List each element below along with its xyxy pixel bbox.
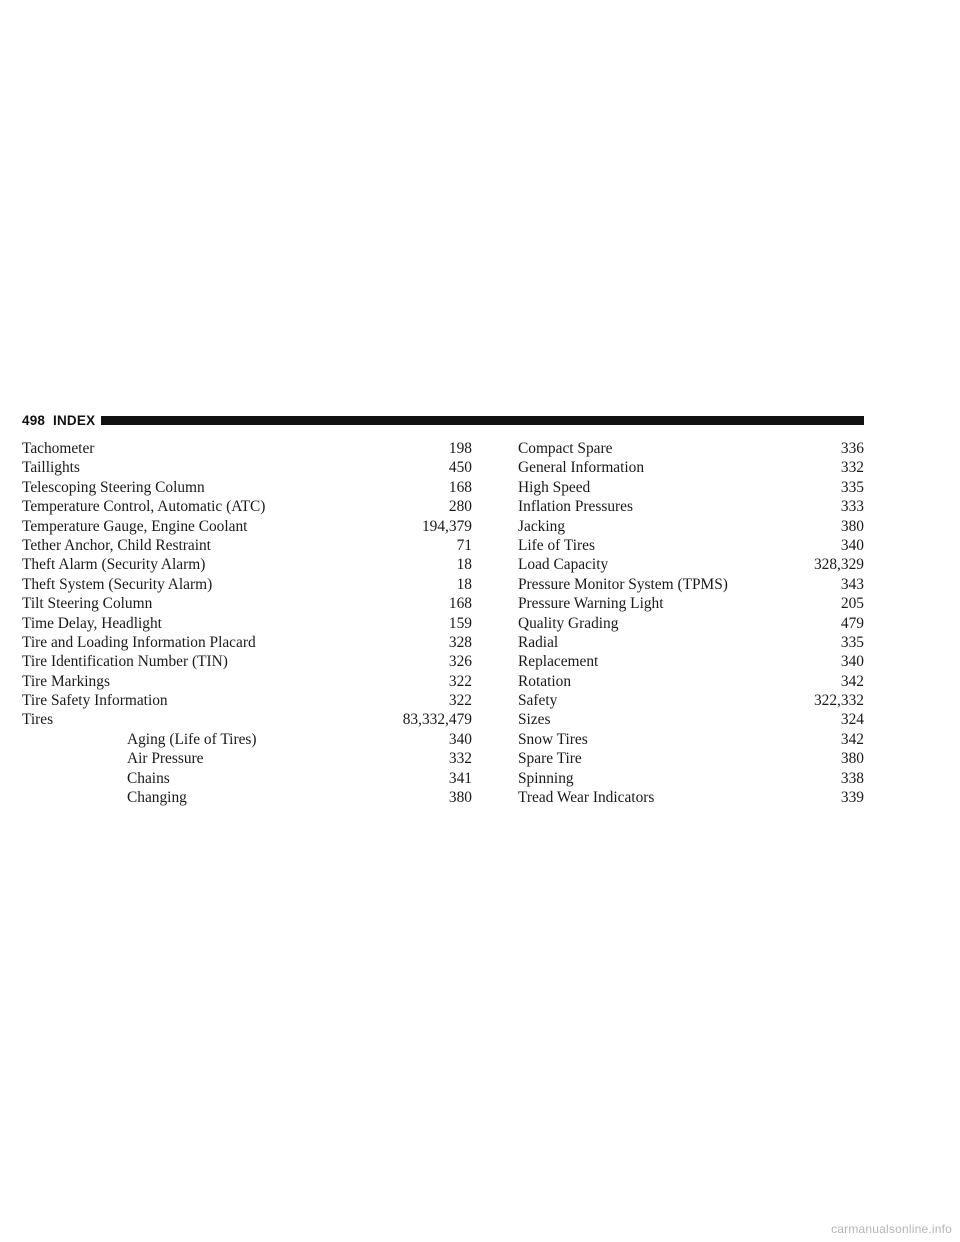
- index-page-ref: 322,332: [813, 692, 864, 710]
- index-column-left: [22, 439, 472, 807]
- index-page-ref: 341: [448, 769, 472, 787]
- index-term: High Speed: [518, 478, 591, 496]
- index-term: Snow Tires: [518, 730, 588, 748]
- index-entry: [22, 536, 472, 555]
- index-term: Pressure Monitor System (TPMS): [518, 575, 728, 593]
- index-entry: [518, 633, 864, 652]
- index-entry: [22, 710, 472, 729]
- index-entry: [22, 458, 472, 477]
- index-term: Tire Markings: [22, 672, 110, 690]
- index-page-ref: 324: [840, 711, 864, 729]
- index-entry: [22, 633, 472, 652]
- index-entry: [518, 769, 864, 788]
- index-entry: [518, 517, 864, 536]
- index-term: Time Delay, Headlight: [22, 614, 162, 632]
- index-term: Aging (Life of Tires): [127, 730, 257, 748]
- index-entry: [518, 749, 864, 768]
- index-term: Tire Identification Number (TIN): [22, 653, 228, 671]
- index-page-ref: 342: [840, 672, 864, 690]
- index-page-ref: 328: [448, 633, 472, 651]
- index-entry: [22, 614, 472, 633]
- index-term: Tread Wear Indicators: [518, 789, 655, 807]
- index-page-ref: 198: [448, 440, 472, 457]
- index-term: Replacement: [518, 653, 599, 671]
- index-entry: [518, 497, 864, 516]
- index-page-ref: 205: [840, 595, 864, 613]
- index-term: Tire and Loading Information Placard: [22, 633, 256, 651]
- index-entry: [518, 458, 864, 477]
- index-term: Theft System (Security Alarm): [22, 575, 213, 593]
- index-page-ref: 332: [448, 750, 472, 768]
- index-page-ref: 168: [448, 595, 472, 613]
- index-page-ref: 18: [456, 575, 472, 593]
- index-entry: [518, 575, 864, 594]
- index-term: Jacking: [518, 517, 566, 535]
- index-entry: [22, 478, 472, 497]
- index-entry: [518, 672, 864, 691]
- index-subentry: [22, 749, 472, 768]
- index-entry: [518, 788, 864, 807]
- index-term: Temperature Control, Automatic (ATC): [22, 498, 266, 516]
- index-entry: [518, 536, 864, 555]
- index-term: Rotation: [518, 672, 572, 690]
- index-entry: [22, 691, 472, 710]
- index-term: Air Pressure: [127, 750, 204, 768]
- index-entry: [22, 439, 472, 458]
- index-page-ref: 380: [840, 750, 864, 768]
- index-entry: [518, 614, 864, 633]
- index-page-ref: 340: [840, 536, 864, 554]
- index-page-ref: 280: [448, 498, 472, 516]
- index-term: Tilt Steering Column: [22, 595, 153, 613]
- index-term: Quality Grading: [518, 614, 619, 632]
- index-page-ref: 333: [840, 498, 864, 516]
- index-term: Telescoping Steering Column: [22, 478, 205, 496]
- index-page-ref: 322: [448, 692, 472, 710]
- index-term: Taillights: [22, 459, 80, 477]
- index-page-ref: 343: [840, 575, 864, 593]
- section-title: INDEX: [53, 413, 96, 428]
- index-subentry: [22, 769, 472, 788]
- index-page-ref: 71: [456, 536, 472, 554]
- index-page-ref: 380: [840, 517, 864, 535]
- index-page-ref: 326: [448, 653, 472, 671]
- index-page-ref: 332: [840, 459, 864, 477]
- index-term: Chains: [127, 769, 170, 787]
- index-term: Compact Spare: [518, 440, 613, 457]
- index-term: Life of Tires: [518, 536, 595, 554]
- index-page-ref: 339: [840, 789, 864, 807]
- index-term: Load Capacity: [518, 556, 609, 574]
- index-term: Inflation Pressures: [518, 498, 633, 516]
- index-entry: [22, 594, 472, 613]
- index-entry: [518, 730, 864, 749]
- index-term: Tachometer: [22, 440, 95, 457]
- index-term: Safety: [518, 692, 558, 710]
- index-page-ref: 322: [448, 672, 472, 690]
- index-page-ref: 335: [840, 633, 864, 651]
- index-term: Radial: [518, 633, 559, 651]
- index-term: Tether Anchor, Child Restraint: [22, 536, 211, 554]
- index-term: Tires: [22, 711, 54, 729]
- index-page-ref: 342: [840, 730, 864, 748]
- header-rule: [101, 416, 864, 425]
- index-page-ref: 83,332,479: [402, 711, 472, 729]
- watermark: carmanualsonline.info: [831, 1222, 952, 1236]
- index-entry: [22, 517, 472, 536]
- index-term: Temperature Gauge, Engine Coolant: [22, 517, 248, 535]
- index-page-ref: 159: [448, 614, 472, 632]
- index-page-ref: 194,379: [421, 517, 472, 535]
- index-entry: [518, 439, 864, 458]
- index-term: General Information: [518, 459, 645, 477]
- index-term: Spinning: [518, 769, 574, 787]
- index-page-ref: 18: [456, 556, 472, 574]
- index-entry: [22, 497, 472, 516]
- index-page-ref: 340: [840, 653, 864, 671]
- index-entry: [22, 672, 472, 691]
- index-term: Theft Alarm (Security Alarm): [22, 556, 206, 574]
- index-page-ref: 335: [840, 478, 864, 496]
- index-entry: [518, 710, 864, 729]
- index-term: Tire Safety Information: [22, 692, 168, 710]
- index-entry: [518, 555, 864, 574]
- index-column-right: [518, 439, 864, 807]
- index-page-ref: 328,329: [813, 556, 864, 574]
- index-entry: [518, 478, 864, 497]
- index-entry: [22, 652, 472, 671]
- index-entry: [518, 594, 864, 613]
- index-page-ref: 450: [448, 459, 472, 477]
- index-page-ref: 168: [448, 478, 472, 496]
- index-entry: [518, 652, 864, 671]
- index-term: Pressure Warning Light: [518, 595, 664, 613]
- index-term: Spare Tire: [518, 750, 582, 768]
- index-page-ref: 338: [840, 769, 864, 787]
- index-term: Sizes: [518, 711, 551, 729]
- page-header-label: [22, 413, 95, 428]
- index-page-ref: 340: [448, 730, 472, 748]
- index-entry: [22, 555, 472, 574]
- index-page-ref: 479: [840, 614, 864, 632]
- index-entry: [518, 691, 864, 710]
- page-number: 498: [22, 413, 46, 428]
- index-page-ref: 336: [840, 440, 864, 457]
- index-entry: [22, 575, 472, 594]
- index-term: Changing: [127, 789, 187, 807]
- index-subentry: [22, 788, 472, 807]
- index-subentry: [22, 730, 472, 749]
- page-header: [22, 413, 864, 428]
- index-page-ref: 380: [448, 789, 472, 807]
